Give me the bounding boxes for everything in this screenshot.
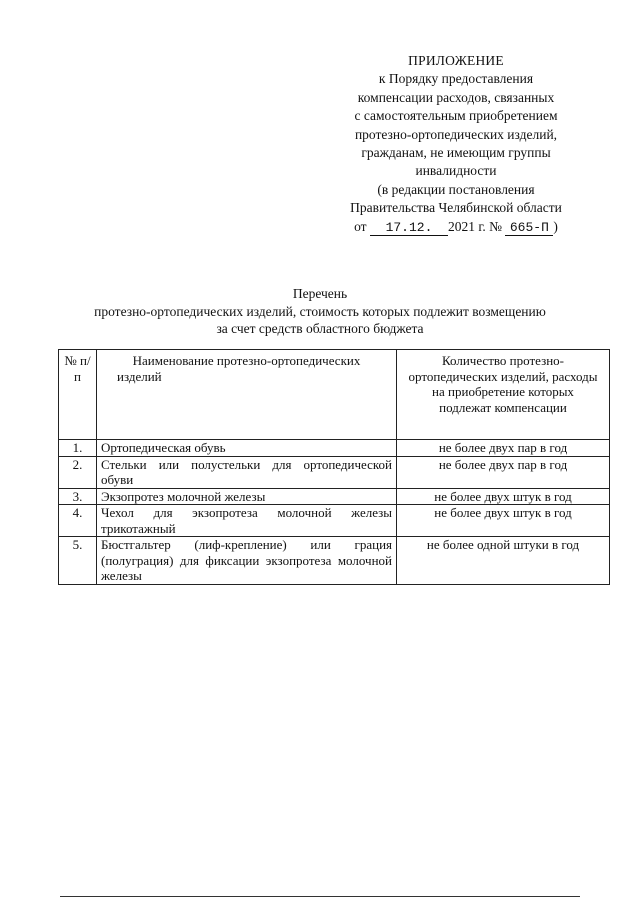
amendment-date-line [325, 218, 587, 236]
table-row [59, 505, 610, 537]
header-name: Наименование протезно-ортопедических изделий [97, 350, 397, 440]
row-name: Бюстгальтер (лиф-крепление) или грация (полуграция) для фиксации экзопротеза молочной железы [97, 537, 397, 585]
heading-subtitle: за счет средств областного бюджета [216, 321, 424, 336]
date-prefix: от [354, 218, 367, 234]
row-qty: не более двух пар в год [397, 440, 610, 457]
appendix-line: компенсации расходов, связанных [357, 89, 555, 105]
table-header-row [59, 350, 610, 440]
year-text: 2021 г. № [447, 218, 502, 234]
appendix-line: с самостоятельным приобретением [354, 108, 558, 124]
row-qty: не более двух штук в год [397, 488, 610, 505]
row-num: 5. [59, 537, 97, 585]
row-num: 3. [59, 488, 97, 505]
row-num: 1. [59, 440, 97, 457]
page-bottom-rule [60, 896, 580, 897]
appendix-line: (в редакции постановления [377, 181, 535, 197]
appendix-line: протезно-ортопедических изделий, [354, 126, 558, 142]
header-qty: Количество протезно-ортопедических изделий, расходы на приобретение которых подлежат компенсации [397, 350, 610, 440]
number-value: 665-П [509, 219, 549, 235]
appendix-block [325, 52, 587, 236]
heading-subtitle: протезно-ортопедических изделий, стоимость которых подлежит возмещению [94, 303, 546, 319]
row-qty: не более одной штуки в год [397, 537, 610, 585]
date-value: 17.12. [385, 219, 433, 235]
row-num: 2. [59, 456, 97, 488]
date-field [370, 220, 448, 236]
list-heading [0, 285, 640, 338]
appendix-line: инвалидности [415, 163, 497, 179]
table-row [59, 488, 610, 505]
table-row [59, 456, 610, 488]
row-name: Экзопротез молочной железы [97, 488, 397, 505]
number-field [505, 220, 553, 236]
row-name: Ортопедическая обувь [97, 440, 397, 457]
row-name: Стельки или полустельки для ортопедической обуви [97, 456, 397, 488]
appendix-title: ПРИЛОЖЕНИЕ [408, 53, 504, 68]
row-qty: не более двух штук в год [397, 505, 610, 537]
appendix-line: к Порядку предоставления [378, 71, 534, 87]
row-num: 4. [59, 505, 97, 537]
table-row [59, 440, 610, 457]
table-row [59, 537, 610, 585]
heading-title: Перечень [292, 286, 348, 301]
appendix-line: гражданам, не имеющим группы [361, 145, 551, 161]
products-table [58, 349, 610, 585]
closing-bracket: ) [553, 218, 558, 234]
row-name: Чехол для экзопротеза молочной железы трикотажный [97, 505, 397, 537]
appendix-line: Правительства Челябинской области [350, 200, 562, 216]
header-num: № п/п [59, 350, 97, 440]
row-qty: не более двух пар в год [397, 456, 610, 488]
